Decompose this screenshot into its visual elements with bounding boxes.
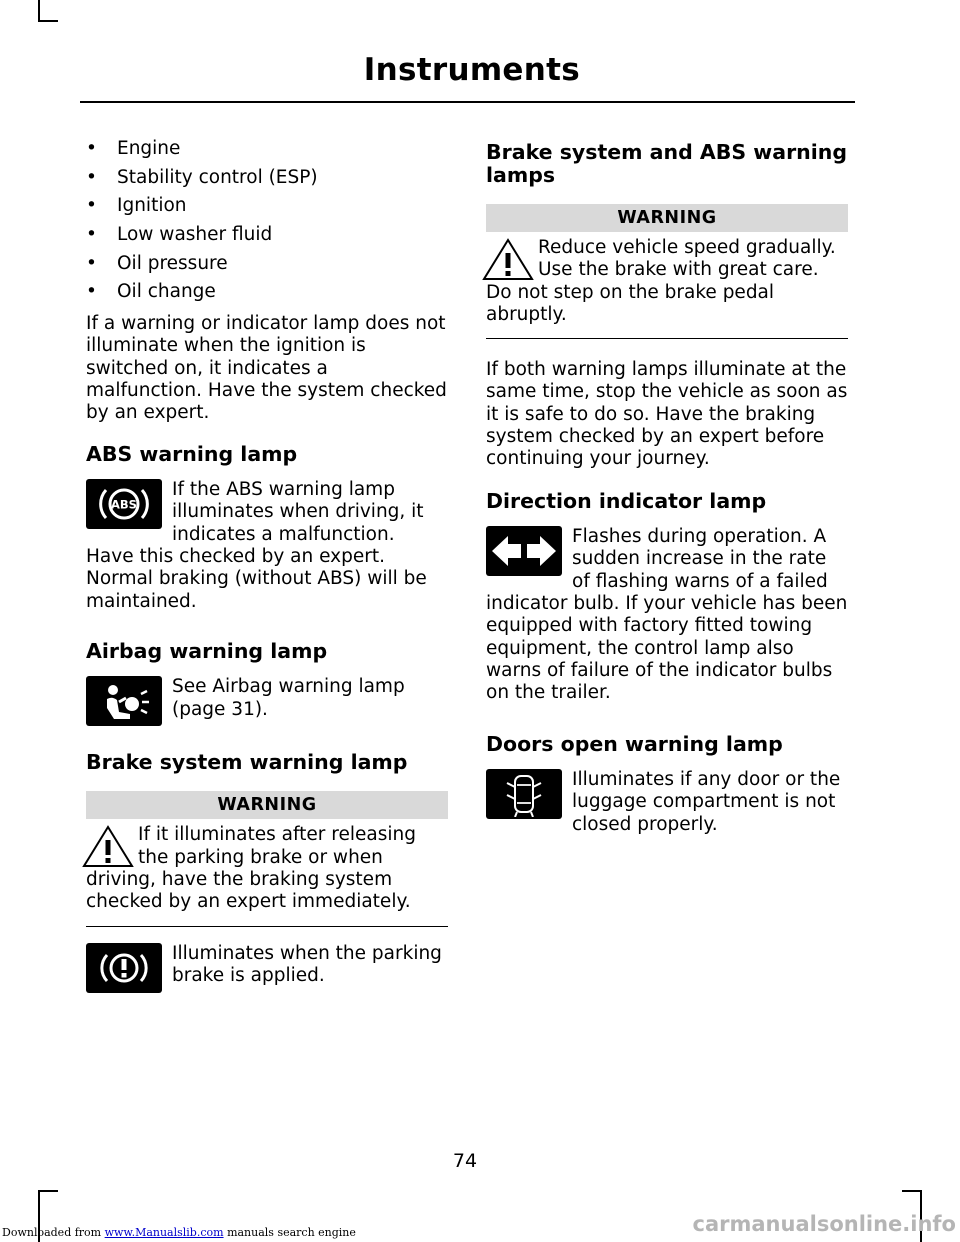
- brake-abs-text: If both warning lamps illuminate at the same time, stop the vehicle as soon as it is safe to do so. Have the braking system checked by an expert before continuing your journey.: [486, 359, 848, 470]
- abs-icon-label: ABS: [111, 497, 137, 512]
- brake-warning-text: If it illuminates after releasing the parking brake or when driving, have the braking system checked by an expert immediately.: [86, 824, 416, 913]
- doors-text: Illuminates if any door or the luggage compartment is not closed properly.: [572, 769, 841, 835]
- abs-heading: ABS warning lamp: [86, 441, 298, 466]
- download-notice: [2, 1226, 356, 1239]
- brake-abs-warning-box: [486, 237, 848, 326]
- list-item: • Oil pressure: [86, 253, 448, 282]
- brake-warning-label: WARNING: [86, 791, 448, 819]
- left-column: [86, 138, 448, 997]
- warning-rule: [86, 926, 448, 927]
- download-prefix: Downloaded from: [2, 1226, 102, 1239]
- watermark-text: carmanualsonline.info: [692, 1212, 956, 1236]
- download-suffix: manuals search engine: [227, 1226, 356, 1239]
- direction-text: Flashes during operation. A sudden increase in the rate of flashing warns of a failed indicator bulb. If your vehicle has been equipped with factory fitted towing equipment, the control lamp also warns of failure of the indicator bulbs on the trailer.: [486, 526, 848, 704]
- crop-mark-bottom-left-h: [38, 1190, 58, 1192]
- brake-abs-heading: Brake system and ABS warning lamps: [486, 140, 848, 187]
- brake-abs-warning-text: Reduce vehicle speed gradually. Use the brake with great care. Do not step on the brake pedal abruptly.: [486, 237, 836, 325]
- doors-heading: Doors open warning lamp: [486, 731, 783, 756]
- brake-abs-warning-label: WARNING: [486, 204, 848, 232]
- title-rule: [80, 101, 855, 103]
- page-title: Instruments: [363, 52, 580, 88]
- right-column: [486, 138, 848, 836]
- direction-heading: Direction indicator lamp: [486, 488, 767, 513]
- list-item: • Engine: [86, 138, 448, 167]
- airbag-warning-lamp-icon: [86, 676, 162, 726]
- doors-open-lamp-icon: [486, 769, 562, 819]
- abs-warning-lamp-icon: [86, 479, 162, 529]
- list-item: • Ignition: [86, 195, 448, 224]
- crop-mark-bottom-right-h: [902, 1190, 922, 1192]
- warning-triangle-icon: [482, 237, 534, 281]
- brake-lamp-text: Illuminates when the parking brake is applied.: [172, 942, 442, 986]
- crop-mark-top-left-h: [38, 20, 58, 22]
- airbag-section: [86, 676, 448, 721]
- direction-section: [486, 526, 848, 704]
- list-item: • Oil change: [86, 281, 448, 310]
- lamp-list: [86, 138, 448, 310]
- list-item: • Stability control (ESP): [86, 167, 448, 196]
- warning-rule: [486, 338, 848, 339]
- airbag-heading: Airbag warning lamp: [86, 638, 328, 663]
- abs-section: [86, 479, 448, 613]
- page-number: 74: [452, 1150, 478, 1172]
- warning-triangle-icon: [82, 824, 134, 868]
- brake-lamp-section: [86, 943, 448, 988]
- brake-warning-box: [86, 824, 448, 913]
- crop-mark-top-left-v: [38, 0, 40, 22]
- airbag-text: See Airbag warning lamp (page 31).: [172, 676, 405, 720]
- intro-paragraph: If a warning or indicator lamp does not illuminate when the ignition is switched on, it indicates a malfunction. Have the system checked by an expert.: [86, 313, 447, 424]
- doors-section: [486, 769, 848, 836]
- brake-heading: Brake system warning lamp: [86, 749, 408, 774]
- brake-warning-lamp-icon: [86, 943, 162, 993]
- direction-indicator-lamp-icon: [486, 526, 562, 576]
- list-item: • Low washer fluid: [86, 224, 448, 253]
- manualslib-link[interactable]: www.Manualslib.com: [104, 1226, 224, 1239]
- abs-text: If the ABS warning lamp illuminates when driving, it indicates a malfunction. Have this checked by an expert. Normal braking (without ABS) will be maintained.: [86, 479, 427, 612]
